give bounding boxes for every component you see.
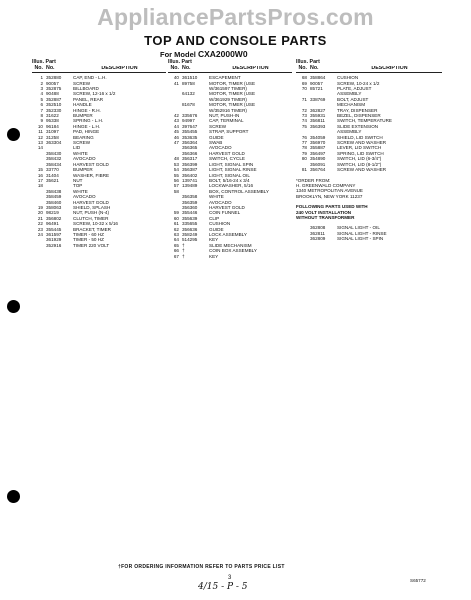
part-no: 356091	[310, 161, 326, 167]
part-description: CLUTCH, TIMER	[73, 215, 109, 221]
part-description: WHITE	[73, 150, 88, 156]
illus-no: 78	[301, 145, 307, 151]
part-no: †	[182, 253, 185, 259]
illus-no: 19	[37, 204, 43, 210]
illus-no: 12	[37, 134, 43, 140]
illus-no: 40	[173, 75, 179, 81]
column-header	[296, 60, 442, 71]
header-rule	[168, 72, 292, 73]
part-no: 356811	[310, 118, 325, 124]
table-row	[168, 254, 292, 259]
part-no: 355639	[182, 215, 198, 221]
part-no: 31097	[46, 129, 59, 135]
part-no: 358864	[310, 75, 326, 81]
part-description: AVOCADO	[73, 156, 96, 162]
part-description: SWAB	[209, 140, 223, 146]
illus-no: 46	[173, 134, 179, 140]
part-no: 139489	[182, 183, 198, 189]
illus-no: 4	[40, 91, 43, 97]
volt-parts-list	[296, 225, 442, 241]
part-description: HARVEST GOLD	[209, 150, 245, 156]
part-no: 355931	[310, 113, 326, 119]
illus-no: 17	[37, 177, 43, 183]
part-no: 356364	[182, 140, 198, 146]
punch-hole	[7, 300, 20, 313]
illus-no: 2	[40, 80, 43, 86]
part-no: 356636	[182, 226, 198, 232]
part-no: 352510	[46, 102, 62, 108]
subtitle-prefix: For Model	[160, 50, 196, 59]
part-no: 361929	[46, 237, 62, 243]
part-no: 358430	[46, 150, 62, 156]
part-no: 31258	[46, 134, 59, 140]
part-no: 355887	[310, 145, 326, 151]
part-no: 98219	[46, 210, 59, 216]
part-no: 358432	[46, 156, 62, 162]
part-description: SPRING - L.H.	[73, 118, 104, 124]
part-no: 95338	[46, 118, 59, 124]
part-description: BUMPER	[73, 113, 93, 119]
part-description: BILLBOARD	[73, 86, 99, 91]
part-no: 397647	[182, 123, 198, 129]
part-no: 96491	[46, 221, 59, 227]
part-no: 356497	[310, 150, 326, 156]
illus-no: 55	[173, 172, 179, 178]
part-description: SCREW	[73, 80, 91, 86]
part-no: 361597	[46, 231, 62, 237]
part-description: CAP, TERMINAL	[209, 118, 244, 124]
part-no: 356393	[310, 123, 326, 129]
part-description: NUT	[73, 177, 83, 183]
illus-no: 22	[37, 221, 43, 227]
illus-no: 18	[37, 183, 43, 189]
illus-no: 16	[37, 172, 43, 178]
part-no: 85721	[310, 86, 323, 91]
part-no: †	[182, 242, 185, 248]
part-no: 335676	[182, 113, 198, 119]
illus-no: 1	[40, 75, 43, 81]
table-row	[296, 236, 442, 241]
illus-no: 69	[301, 80, 307, 86]
part-description: HARVEST GOLD	[73, 199, 109, 205]
part-no: 353635	[182, 134, 198, 140]
part-no: 362811	[310, 230, 325, 236]
part-no: 352916	[46, 242, 62, 248]
part-description: MOTOR, TIMER (USE	[209, 80, 256, 86]
part-no: 362809	[310, 236, 326, 242]
part-description: W/361929 TIMER)	[209, 96, 247, 102]
part-description: LIGHT, SIGNAL SPIN	[209, 161, 254, 167]
part-no: 362827	[310, 107, 326, 113]
illus-no: 65	[173, 242, 179, 248]
part-no: 90057	[310, 80, 323, 86]
part-description: SCREW, 10-24 x 1/2	[337, 80, 380, 86]
illus-no: 66	[173, 248, 179, 254]
illus-no: 24	[37, 231, 43, 237]
part-no: 356317	[182, 156, 198, 162]
part-no: 354059	[310, 134, 326, 140]
part-description: MOTOR, TIMER (USE	[209, 91, 256, 97]
illus-no: 6	[40, 102, 43, 108]
illus-no: 62	[173, 226, 179, 232]
part-description: HARVEST GOLD	[73, 161, 109, 167]
model-number: CXA2000W0	[197, 49, 248, 59]
part-no: 514295	[182, 237, 198, 243]
part-description: MECHANISM	[337, 102, 366, 108]
part-description: HINGE - R.H.	[73, 107, 101, 113]
part-description: ESCAPEMENT	[209, 75, 241, 81]
part-description: SIGNAL LIGHT - RINSE	[337, 230, 387, 236]
part-no: 352880	[46, 75, 62, 81]
illus-no: 80	[301, 156, 307, 162]
part-no: 356802	[46, 215, 62, 221]
part-description: PAD, HINGE	[73, 129, 100, 135]
illus-no: 21	[37, 215, 43, 221]
part-description: W/352916 TIMER)	[209, 107, 247, 113]
part-no: 355446	[182, 210, 198, 216]
header-illus-part: Illus. Part	[296, 59, 320, 65]
part-description: BRACKET, TIMER	[73, 226, 111, 232]
part-no: 356387	[182, 167, 198, 173]
illus-no: 59	[173, 210, 179, 216]
part-no: 352875	[46, 86, 62, 91]
company-address: 1340 METROPOLITAN AVENUE	[296, 188, 363, 194]
header-part-no: No.	[46, 64, 55, 71]
part-no: †	[182, 248, 185, 254]
illus-no: 76	[301, 134, 307, 140]
part-description: LIGHT, SIGNAL OIL	[209, 172, 250, 178]
part-no: 81678	[182, 102, 195, 108]
part-description: ASSEMBLY	[337, 91, 362, 97]
part-no: 356359	[182, 199, 198, 205]
part-no: 361510	[182, 75, 198, 81]
header-part-no: No.	[310, 64, 319, 71]
part-description: SWITCH, LID (8-1/2")	[337, 161, 382, 167]
illus-no: 45	[173, 129, 179, 135]
volt-note-line-1: FOLLOWING PARTS USED WITH	[296, 204, 368, 210]
part-description: STRAP, SUPPORT	[209, 129, 249, 135]
part-description: CLIP	[209, 215, 220, 221]
part-no: 356970	[310, 140, 326, 146]
part-description: CUSHION	[337, 75, 359, 81]
row-spacer	[296, 236, 310, 241]
company-city: BROOKLYN, NEW YORK 11237	[296, 193, 363, 199]
part-description: BOX, CONTROL ASSEMBLY	[209, 188, 269, 194]
illus-no: 71	[301, 96, 307, 102]
part-description: LOCK ASSEMBLY	[209, 231, 247, 237]
part-description: COIN BOX ASSEMBLY	[209, 248, 257, 254]
header-description: DESCRIPTION	[371, 65, 408, 71]
part-no: 358438	[46, 188, 62, 194]
part-description: AVOCADO	[209, 199, 232, 205]
column-header	[32, 60, 166, 71]
part-description: GUIDE	[209, 226, 224, 232]
part-no: 355445	[46, 226, 62, 232]
illus-no: 20	[37, 210, 43, 216]
company-name: H. GREENWALD COMPANY	[296, 182, 356, 188]
part-description: PLATE, ADJUST	[337, 86, 372, 91]
document-code: S65772	[410, 578, 426, 583]
illus-no: 23	[37, 226, 43, 232]
illus-no: 41	[173, 80, 179, 86]
model-subtitle	[160, 49, 360, 59]
header-no: No.	[298, 64, 307, 71]
illus-no: 43	[173, 118, 179, 124]
part-description: WASHER, FIBRE	[73, 172, 110, 178]
part-no: 356764	[310, 167, 326, 173]
part-description: SIGNAL LIGHT - SPIN	[337, 236, 384, 242]
part-description: COIN FUNNEL	[209, 210, 241, 216]
part-no: 358459	[46, 194, 62, 200]
illus-no: 57	[173, 183, 179, 189]
part-description: WHITE	[73, 188, 88, 194]
volt-note-line-2: 240 VOLT INSTALLATION	[296, 209, 352, 215]
part-description: ASSEMBLY	[337, 129, 362, 135]
illus-no: 47	[173, 140, 179, 146]
part-description: CUSHION	[209, 221, 231, 227]
part-no: 356358	[182, 194, 198, 200]
part-no: 356402	[182, 172, 198, 178]
part-no: 33770	[46, 167, 59, 173]
part-no: 356366	[182, 150, 198, 156]
table-row	[32, 243, 166, 248]
part-no: 356399	[182, 161, 198, 167]
part-description: TIMER - 50 HZ	[73, 237, 104, 243]
part-description: PANEL, REAR	[73, 96, 104, 102]
parts-column-3	[296, 60, 442, 242]
page-title: TOP AND CONSOLE PARTS	[144, 33, 327, 48]
part-no: 358460	[46, 199, 62, 205]
part-description: BUMPER	[73, 167, 93, 173]
illus-no: 68	[301, 75, 307, 81]
part-description: KEY	[209, 237, 219, 243]
part-description: BOLT, ADJUST	[337, 96, 369, 102]
illus-no: 63	[173, 231, 179, 237]
part-description: BOLT, 5/16-24 x 3/4	[209, 177, 250, 183]
part-no: 64132	[182, 91, 195, 97]
parts-list	[32, 75, 166, 248]
illus-no: 56	[173, 177, 179, 183]
part-no: 96184	[46, 123, 59, 129]
punch-hole	[7, 128, 20, 141]
part-description: W/361597 TIMER)	[209, 86, 247, 91]
part-description: LID	[73, 145, 81, 151]
part-description: SLIDE EXTENSION	[337, 123, 379, 129]
part-description: SPRING, LID SWITCH	[337, 150, 384, 156]
illus-no: 48	[173, 156, 179, 162]
illus-no: 74	[301, 118, 307, 124]
part-description: TOP	[73, 183, 83, 189]
part-description: SCREW, 12-16 x 1/2	[73, 91, 116, 97]
part-description: WHITE	[209, 194, 224, 200]
illus-no	[32, 243, 46, 248]
part-description: LEVER, LID SWITCH	[337, 145, 382, 151]
part-description: BEARING	[73, 134, 94, 140]
illus-no: 42	[173, 113, 179, 119]
part-description: TRAY, DISPENSER	[337, 107, 378, 113]
header-no: No.	[34, 64, 43, 71]
header-rule	[296, 72, 442, 73]
part-no: 358249	[182, 231, 198, 237]
illus-no: 8	[40, 113, 43, 119]
volt-note-line-3: WITHOUT TRANSFORMER	[296, 214, 355, 220]
part-no: 335655	[182, 221, 198, 227]
part-description: SHIELD, SPLASH	[73, 204, 111, 210]
illus-no: 44	[173, 123, 179, 129]
part-no: 358434	[46, 161, 62, 167]
part-no: 89758	[182, 80, 195, 86]
illus-no: 67	[173, 253, 179, 259]
part-description: TIMER 220 VOLT	[73, 242, 110, 248]
part-no: 338769	[310, 96, 326, 102]
part-no: 31404	[46, 172, 59, 178]
illus-no: 13	[37, 140, 43, 146]
part-description: LIGHT, SIGNAL RINSE	[209, 167, 257, 173]
part-no: 31622	[46, 113, 59, 119]
part-description: TIMER - 60 HZ	[73, 231, 104, 237]
part-no: 358063	[46, 204, 62, 210]
part-description: SCREW	[209, 123, 227, 129]
part-description: HARVEST GOLD	[209, 204, 245, 210]
part-no: 355455	[182, 129, 198, 135]
illus-no: 60	[173, 215, 179, 221]
part-description: NUT, PUSH-IN	[209, 113, 240, 119]
illus-no: 81	[301, 167, 307, 173]
part-no: 90057	[46, 80, 59, 86]
part-description: SIGNAL LIGHT - OIL	[337, 225, 380, 231]
part-description: SWITCH, TEMPERATURE	[337, 118, 392, 124]
column-header	[168, 60, 292, 71]
illus-no: 61	[173, 221, 179, 227]
illus-no: 5	[40, 96, 43, 102]
parts-column-2	[168, 60, 292, 259]
part-description: SWITCH, LID (6-3/4")	[337, 156, 382, 162]
part-description: SWITCH, CYCLE	[209, 156, 245, 162]
illus-no: 15	[37, 167, 43, 173]
header-description: DESCRIPTION	[232, 65, 269, 71]
page-number: 3	[228, 575, 232, 581]
illus-no: 54	[173, 167, 179, 173]
handwritten-note: 4/15 - P - 5	[198, 582, 248, 592]
part-no: 90488	[46, 91, 59, 97]
illus-no: 73	[301, 113, 307, 119]
part-description: MOTOR, TIMER (USE	[209, 102, 256, 108]
punch-hole	[7, 490, 20, 503]
part-description: SLIDE MECHANISM	[209, 242, 252, 248]
part-description: AVOCADO	[209, 145, 232, 151]
part-no: 139741	[182, 177, 198, 183]
ordering-footer: †FOR ORDERING INFORMATION REFER TO PARTS PRICE LIST	[118, 564, 285, 570]
header-illus-part: Illus. Part	[168, 59, 192, 65]
illus-no: 79	[301, 150, 307, 156]
illus-no: 3	[40, 86, 43, 91]
part-no: 363304	[46, 140, 62, 146]
part-no: 352887	[46, 96, 62, 102]
illus-no: 53	[173, 161, 179, 167]
part-description: NUT, PUSH (N-4)	[73, 210, 109, 216]
part-description: KEY	[209, 253, 219, 259]
part-description: AVOCADO	[73, 194, 96, 200]
part-description: SCREW AND WASHER	[337, 140, 387, 146]
table-row	[296, 167, 442, 172]
part-description: CAP, END - L.H.	[73, 75, 107, 81]
part-no: 356360	[182, 204, 198, 210]
header-description: DESCRIPTION	[101, 65, 138, 71]
illus-no: 75	[301, 123, 307, 129]
part-description: LOCKWASHER, 5/16	[209, 183, 253, 189]
illus-no: 9	[40, 118, 43, 124]
illus-no: 10	[37, 123, 43, 129]
part-description: SCREW, 10-32 x 5/16	[73, 221, 118, 227]
illus-no: 58	[173, 188, 179, 194]
illus-no: 11	[38, 129, 43, 135]
parts-list	[168, 75, 292, 259]
part-description: SCREW AND WASHER	[337, 167, 387, 173]
part-no: 354890	[310, 156, 326, 162]
parts-column-1	[32, 60, 166, 248]
illus-no: 72	[301, 107, 307, 113]
watermark: AppliancePartsPros.com	[97, 4, 374, 30]
header-no: No.	[170, 64, 179, 71]
part-description: SHIELD, LID SWITCH	[337, 134, 383, 140]
header-illus-part: Illus. Part	[32, 59, 56, 65]
part-no: 352330	[46, 107, 62, 113]
part-description: BEZEL, DISPENSER	[337, 113, 381, 119]
part-description: GUIDE	[209, 134, 224, 140]
illus-no: 64	[173, 237, 179, 243]
header-part-no: No.	[182, 64, 191, 71]
header-rule	[32, 72, 166, 73]
illus-no: 7	[40, 107, 43, 113]
part-description: SCREW	[73, 140, 91, 146]
illus-no: 77	[301, 140, 307, 146]
part-no: 362808	[310, 225, 326, 231]
illus-no: 14	[37, 145, 43, 151]
parts-list	[296, 75, 442, 172]
part-no: 94997	[182, 118, 195, 124]
part-description: HINGE - L.H.	[73, 123, 101, 129]
part-no: 35621	[46, 177, 59, 183]
part-no: 356365	[182, 145, 198, 151]
order-from-note: *ORDER FROM:	[296, 177, 331, 183]
illus-no: 70	[301, 86, 307, 91]
part-description: HANDLE	[73, 102, 92, 108]
